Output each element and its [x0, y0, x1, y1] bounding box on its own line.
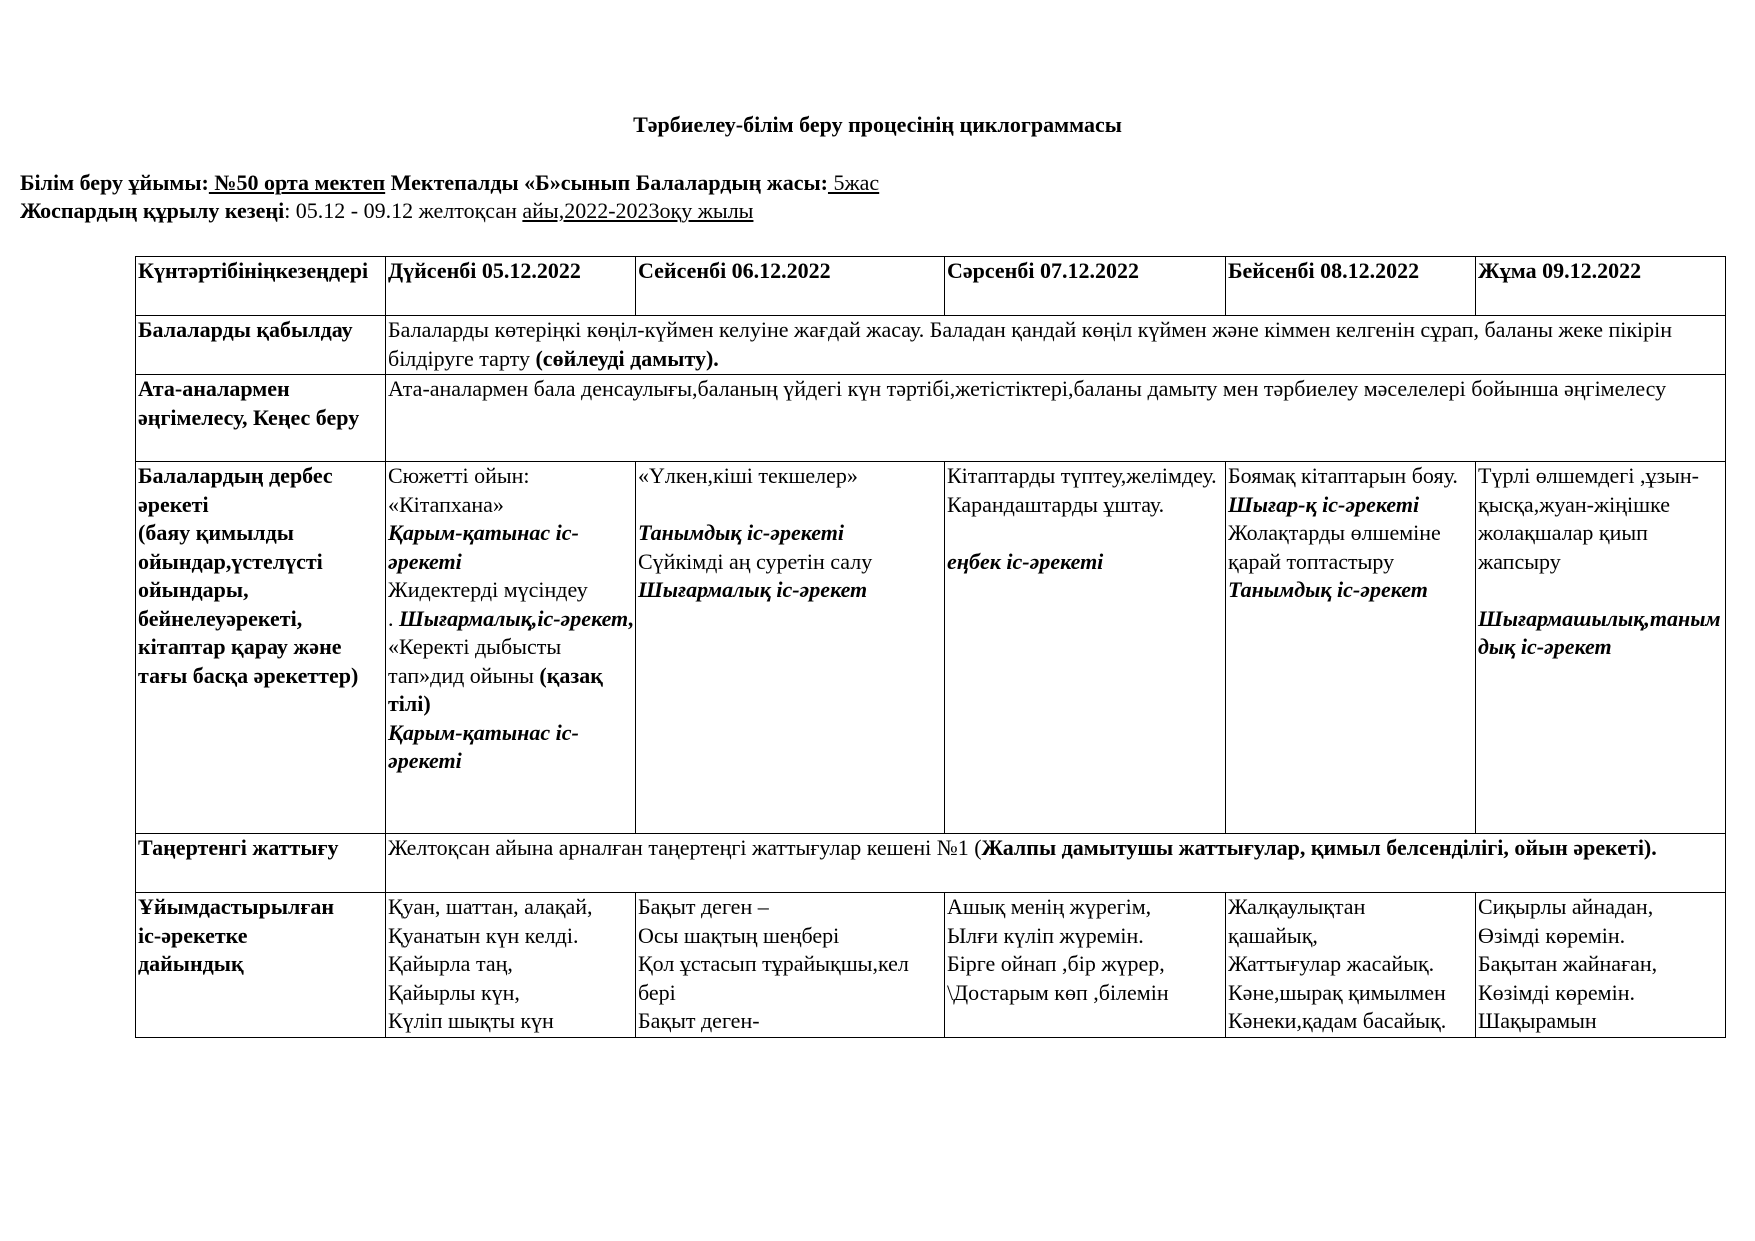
stage-line: ойындары, — [138, 577, 249, 602]
prep-monday — [386, 893, 636, 1038]
header-wednesday: Сәрсенбі 07.12.2022 — [945, 257, 1226, 316]
header-friday: Жұма 09.12.2022 — [1476, 257, 1726, 316]
activity-type: Танымдық іс-әрекеті — [638, 520, 844, 545]
class-text: Мектепалды «Б»сынып — [385, 170, 636, 195]
poem-line: Ылғи күліп жүремін. — [947, 922, 1144, 948]
reception-stage: Балаларды қабылдау — [136, 316, 386, 375]
activity-text: Кітаптарды түптеу,желімдеу. — [947, 463, 1217, 488]
org-label: Білім беру ұйымы: — [20, 170, 209, 195]
activity-text: Түрлі өлшемдегі ,ұзын-қысқа,жуан-жіңішке жолақшалар қиып жапсыру — [1478, 463, 1700, 574]
poem-line: Ашық менің жүрегім, — [947, 894, 1152, 919]
morning-stage: Таңертенгі жаттығу — [136, 834, 386, 893]
poem-line: Бақыт деген – — [638, 894, 769, 919]
period-year: айы,2022-2023оқу жылы — [522, 198, 754, 223]
stage-line: дайындық — [138, 951, 244, 976]
activity-text: «Керекті дыбысты тап»дид ойыны — [388, 634, 562, 688]
poem-line: Кәнеки,қадам басайық. — [1228, 1008, 1447, 1033]
stage-line: кітаптар қарау және — [138, 634, 342, 659]
period-value: : 05.12 - 09.12 желтоқсан — [284, 198, 523, 223]
prep-tuesday — [636, 893, 945, 1038]
stage-line: Ұйымдастырылған — [138, 894, 335, 919]
stage-line: бейнелеуәрекеті, — [138, 605, 303, 631]
poem-line: Бақыт деген- — [638, 1008, 760, 1033]
activity-text: «Үлкен,кіші текшелер» — [638, 463, 858, 488]
independent-stage — [136, 462, 386, 834]
morning-bold: Жалпы дамытушы жаттығулар, қимыл белсенділігі, ойын әрекеті). — [981, 835, 1657, 860]
poem-line: \Достарым көп ,білемін — [947, 979, 1169, 1005]
activity-text: Боямақ кітаптарын бояу. — [1228, 463, 1458, 488]
poem-line: Жаттығулар жасайық. — [1228, 951, 1435, 976]
activity-type: Шығармалық,іс-әрекет, — [399, 605, 635, 631]
prep-wednesday — [945, 893, 1226, 1038]
age-label: Балалардың жасы: — [635, 170, 828, 195]
org-value: №50 орта мектеп — [208, 170, 386, 195]
poem-line: Кәне,шырақ қимылмен — [1228, 979, 1446, 1005]
poem-line: Қуанатын күн келді. — [388, 922, 579, 948]
prep-thursday — [1226, 893, 1476, 1038]
org-info-line — [20, 170, 879, 196]
reception-bold: (сөйлеуді дамыту). — [535, 345, 719, 371]
stage-line: тағы басқа әрекеттер) — [138, 662, 359, 688]
poem-line: Шақырамын — [1478, 1008, 1597, 1033]
reception-plain: Балаларды көтеріңкі көңіл-күймен келуіне жағдай жасау. Баладан қандай көңіл күймен және кіммен келгенін сұрап, баланы жеке пікірін білдіруге тарту — [388, 317, 1673, 371]
header-monday: Дүйсенбі 05.12.2022 — [386, 257, 636, 316]
prep-stage — [136, 893, 386, 1038]
poem-line: Осы шақтың шеңбері — [638, 922, 840, 948]
poem-line: Көзімді көремін. — [1478, 979, 1635, 1005]
activity-subject: (қазақ тілі) — [388, 662, 603, 716]
activity-type: Қарым-қатынас іс-әрекеті — [388, 719, 579, 773]
independent-wednesday — [945, 462, 1226, 834]
reception-row — [136, 316, 1726, 375]
poem-line: қашайық, — [1228, 922, 1318, 948]
activity-text: Сюжетті ойын: «Кітапхана» — [388, 463, 530, 517]
parents-row — [136, 375, 1726, 462]
reception-text — [386, 316, 1726, 375]
poem-line: Бірге ойнап ,бір жүрер, — [947, 951, 1165, 976]
activity-text: Жидектерді мүсіндеу — [388, 577, 588, 602]
header-tuesday: Сейсенбі 06.12.2022 — [636, 257, 945, 316]
poem-line: бері — [638, 979, 676, 1005]
activity-type: Шығармалық іс-әрекет — [638, 577, 868, 602]
prep-row — [136, 893, 1726, 1038]
parents-stage: Ата-аналармен әңгімелесу, Кеңес беру — [136, 375, 386, 462]
activity-text: Жолақтарды өлшеміне қарай топтастыру — [1228, 520, 1441, 574]
independent-friday — [1476, 462, 1726, 834]
stage-line: іс-әрекетке — [138, 922, 248, 948]
poem-line: Өзімді көремін. — [1478, 922, 1626, 948]
independent-monday — [386, 462, 636, 834]
independent-row — [136, 462, 1726, 834]
poem-line: Жалқаулықтан — [1228, 894, 1366, 919]
morning-exercise-row — [136, 834, 1726, 893]
table-header-row — [136, 257, 1726, 316]
poem-line: Сиқырлы айнадан, — [1478, 894, 1654, 919]
stage-line: Балалардың дербес — [138, 463, 333, 488]
independent-tuesday — [636, 462, 945, 834]
activity-type: Танымдық іс-әрекет — [1228, 577, 1428, 602]
activity-text: Карандаштарды ұштау. — [947, 491, 1165, 517]
header-thursday: Бейсенбі 08.12.2022 — [1226, 257, 1476, 316]
poem-line: Қуан, шаттан, алақай, — [388, 894, 593, 919]
parents-text: Ата-аналармен бала денсаулығы,баланың үйдегі күн тәртібі,жетістіктері,баланы дамыту мен тәрбиелеу мәселелері бойынша әңгімелесу — [386, 375, 1726, 462]
activity-text: . — [388, 605, 399, 631]
stage-line: (баяу қимылды — [138, 520, 294, 545]
cyclogram-table — [135, 256, 1726, 1038]
age-value: 5жас — [827, 170, 880, 195]
period-info-line — [20, 198, 753, 224]
prep-friday — [1476, 893, 1726, 1038]
morning-plain: Желтоқсан айына арналған таңертеңгі жаттығулар кешені №1 ( — [388, 835, 982, 860]
poem-line: Бақытан жайнаған, — [1478, 951, 1658, 976]
stage-line: әрекеті — [138, 491, 209, 517]
poem-line: Күліп шықты күн — [388, 1008, 554, 1033]
stage-line: ойындар,үстелүсті — [138, 548, 323, 574]
morning-text — [386, 834, 1726, 893]
poem-line: Қайырлы күн, — [388, 979, 520, 1005]
header-stage: Күнтәртібініңкезеңдері — [136, 257, 386, 316]
independent-thursday — [1226, 462, 1476, 834]
activity-type: Шығармашылық,танымдық іс-әрекет — [1478, 605, 1721, 659]
period-label: Жоспардың құрылу кезеңі — [20, 198, 285, 223]
poem-line: Қол ұстасып тұрайықшы,кел — [638, 951, 909, 976]
activity-type: Шығар-қ іс-әрекеті — [1228, 491, 1420, 517]
activity-type: еңбек іс-әрекеті — [947, 548, 1104, 574]
page-title: Тәрбиелеу-білім беру процесінің циклограммасы — [633, 112, 1122, 137]
poem-line: Қайырла таң, — [388, 951, 513, 976]
activity-text: Сүйкімді аң суретін салу — [638, 548, 873, 574]
activity-type: Қарым-қатынас іс-әрекеті — [388, 520, 579, 574]
